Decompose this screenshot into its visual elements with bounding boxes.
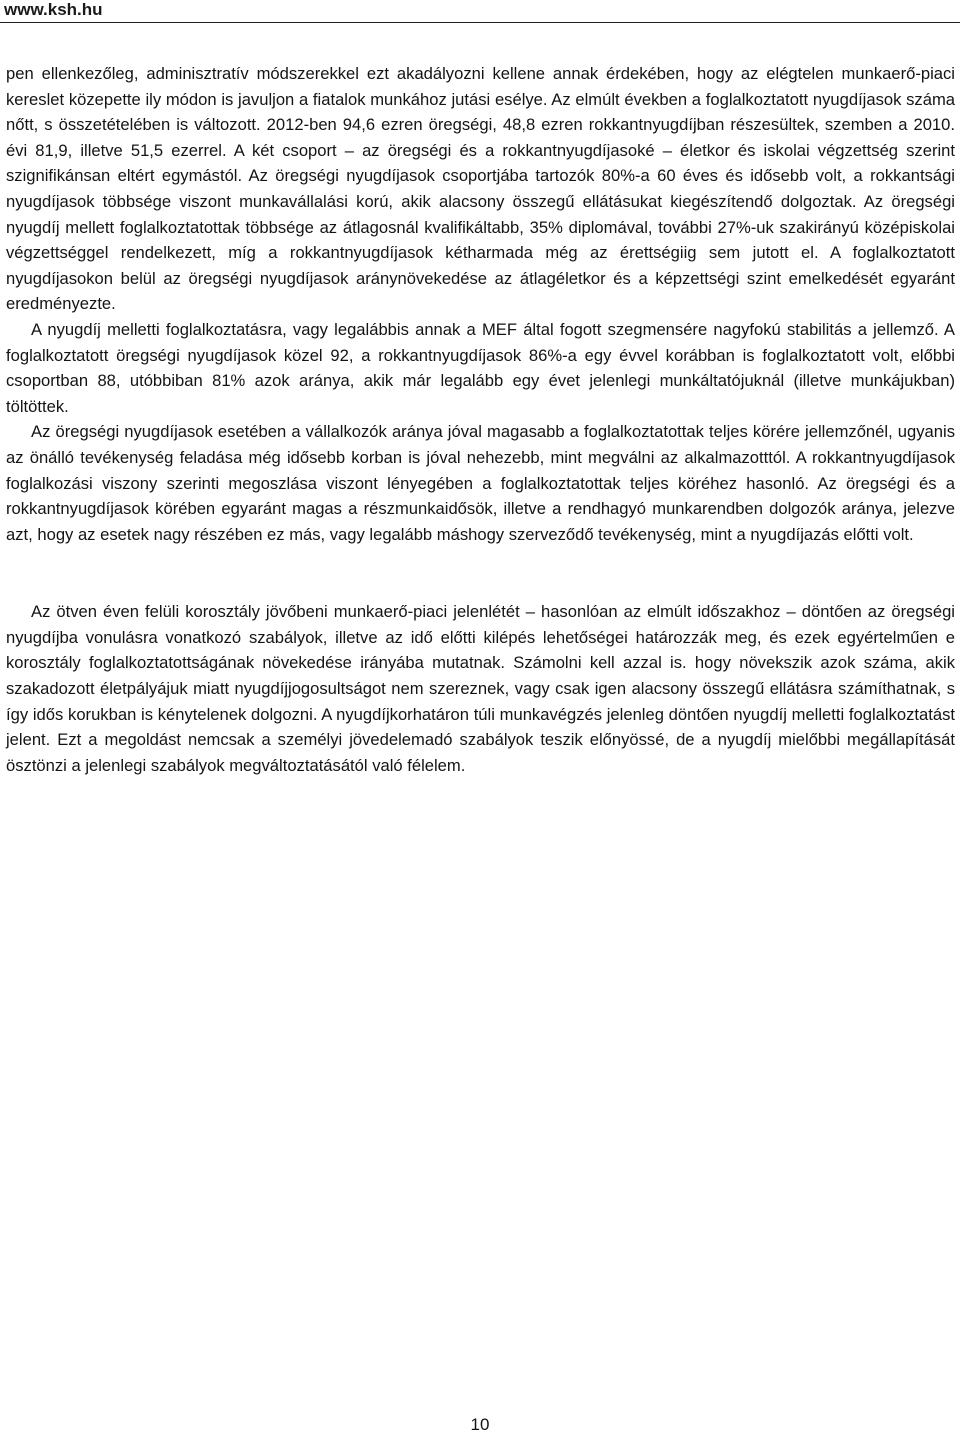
paragraph-employment-stability: A nyugdíj melletti foglalkoztatásra, vagy legalábbis annak a MEF által fogott szegmensére nagyfokú stabilitás a jellemző. A foglalkoztatott öregségi nyugdíjasok közel 92, a rokkantnyugdíjasok 86%-a egy évvel korábban is foglalkoztatott volt, előbbi csoportban 88, utóbbiban 81% azok aránya, akik már legalább egy évet jelenlegi munkáltatójuknál (illetve munkájukban) töltöttek. [6,319,955,416]
page-number: 10 [470,1415,490,1434]
section-gap [6,547,955,599]
paragraph-entrepreneur-share: Az öregségi nyugdíjasok esetében a vállalkozók aránya jóval magasabb a foglalkoztatottak teljes körére jellemzőnél, ugyanis az önálló tevékenység feladása még idősebb korban is jóval nehezebb, mint megválni az alkalmazotttól. A rokkantnyugdíjasok foglalkozási viszony szerinti megoszlása viszont lényegében a foglalkoztatottak teljes köréhez hasonló. Az öregségi és a rokkantnyugdíjasok körében egyaránt magas a részmunkaidősök, illetve a rendhagyó munkarendben dolgozók aránya, jelezve azt, hogy az esetek nagy részében ez más, vagy legalább máshogy szerveződő tevékenység, mint a nyugdíjazás előtti volt. [6,422,955,544]
header-divider [0,22,960,23]
document-body [6,61,955,778]
site-url-header: www.ksh.hu [4,0,103,19]
paragraph-continued-elderly-employment: pen ellenkezőleg, adminisztratív módszerekkel ezt akadályozni kellene annak érdekében, hogy az elégtelen munkaerő-piaci kereslet közepette ily módon is javuljon a fiatalok munkához jutási esélye. Az elmúlt években a foglalkoztatott nyugdíjasok száma nőtt, s összetételében is változott. 2012-ben 94,6 ezren öregségi, 48,8 ezren rokkantnyugdíjban részesültek, szemben a 2010. évi 81,9, illetve 51,5 ezerrel. A két csoport – az öregségi és a rokkantnyugdíjasoké – életkor és iskolai végzettség szerint szignifikánsan eltért egymástól. Az öregségi nyugdíjasok csoportjába tartozók 80%-a 60 éves és idősebb volt, a rokkantsági nyugdíjasok többsége viszont munkavállalási korú, akik alacsony összegű ellátásukat kiegészítendő dolgoztak. Az öregségi nyugdíj mellett foglalkoztatottak többsége az átlagosnál kvalifikáltabb, 35% diplomával, további 27%-uk szakirányú középiskolai végzettséggel rendelkezett, míg a rokkantnyugdíjasok kétharmada még az érettségiig sem jutott el. A foglalkoztatott nyugdíjasokon belül az öregségi nyugdíjasok aránynövekedése az átlagéletkor és a képzettségi szint emelkedését egyaránt eredményezte. [6,64,955,314]
paragraph-future-outlook: Az ötven éven felüli korosztály jövőbeni munkaerő-piaci jelenlétét – hasonlóan az elmúlt időszakhoz – döntően az öregségi nyugdíjba vonulásra vonatkozó szabályok, illetve az idő előtti kilépés lehetőségei határozzák meg, és ezek egyértelműen e korosztály foglalkoztatottságának növekedése irányába mutatnak. Számolni kell azzal is. hogy növekszik azok száma, akik szakadozott életpályájuk miatt nyugdíjjogosultságot nem szereznek, vagy csak igen alacsony összegű ellátásra számíthatnak, s így idős korukban is kénytelenek dolgozni. A nyugdíjkorhatáron túli munkavégzés jelenleg döntően nyugdíj melletti foglalkoztatást jelent. Ezt a megoldást nemcsak a személyi jövedelemadó szabályok teszik előnyössé, de a nyugdíj mielőbbi megállapítását ösztönzi a jelenlegi szabályok megváltoztatásától való félelem. [6,602,955,775]
